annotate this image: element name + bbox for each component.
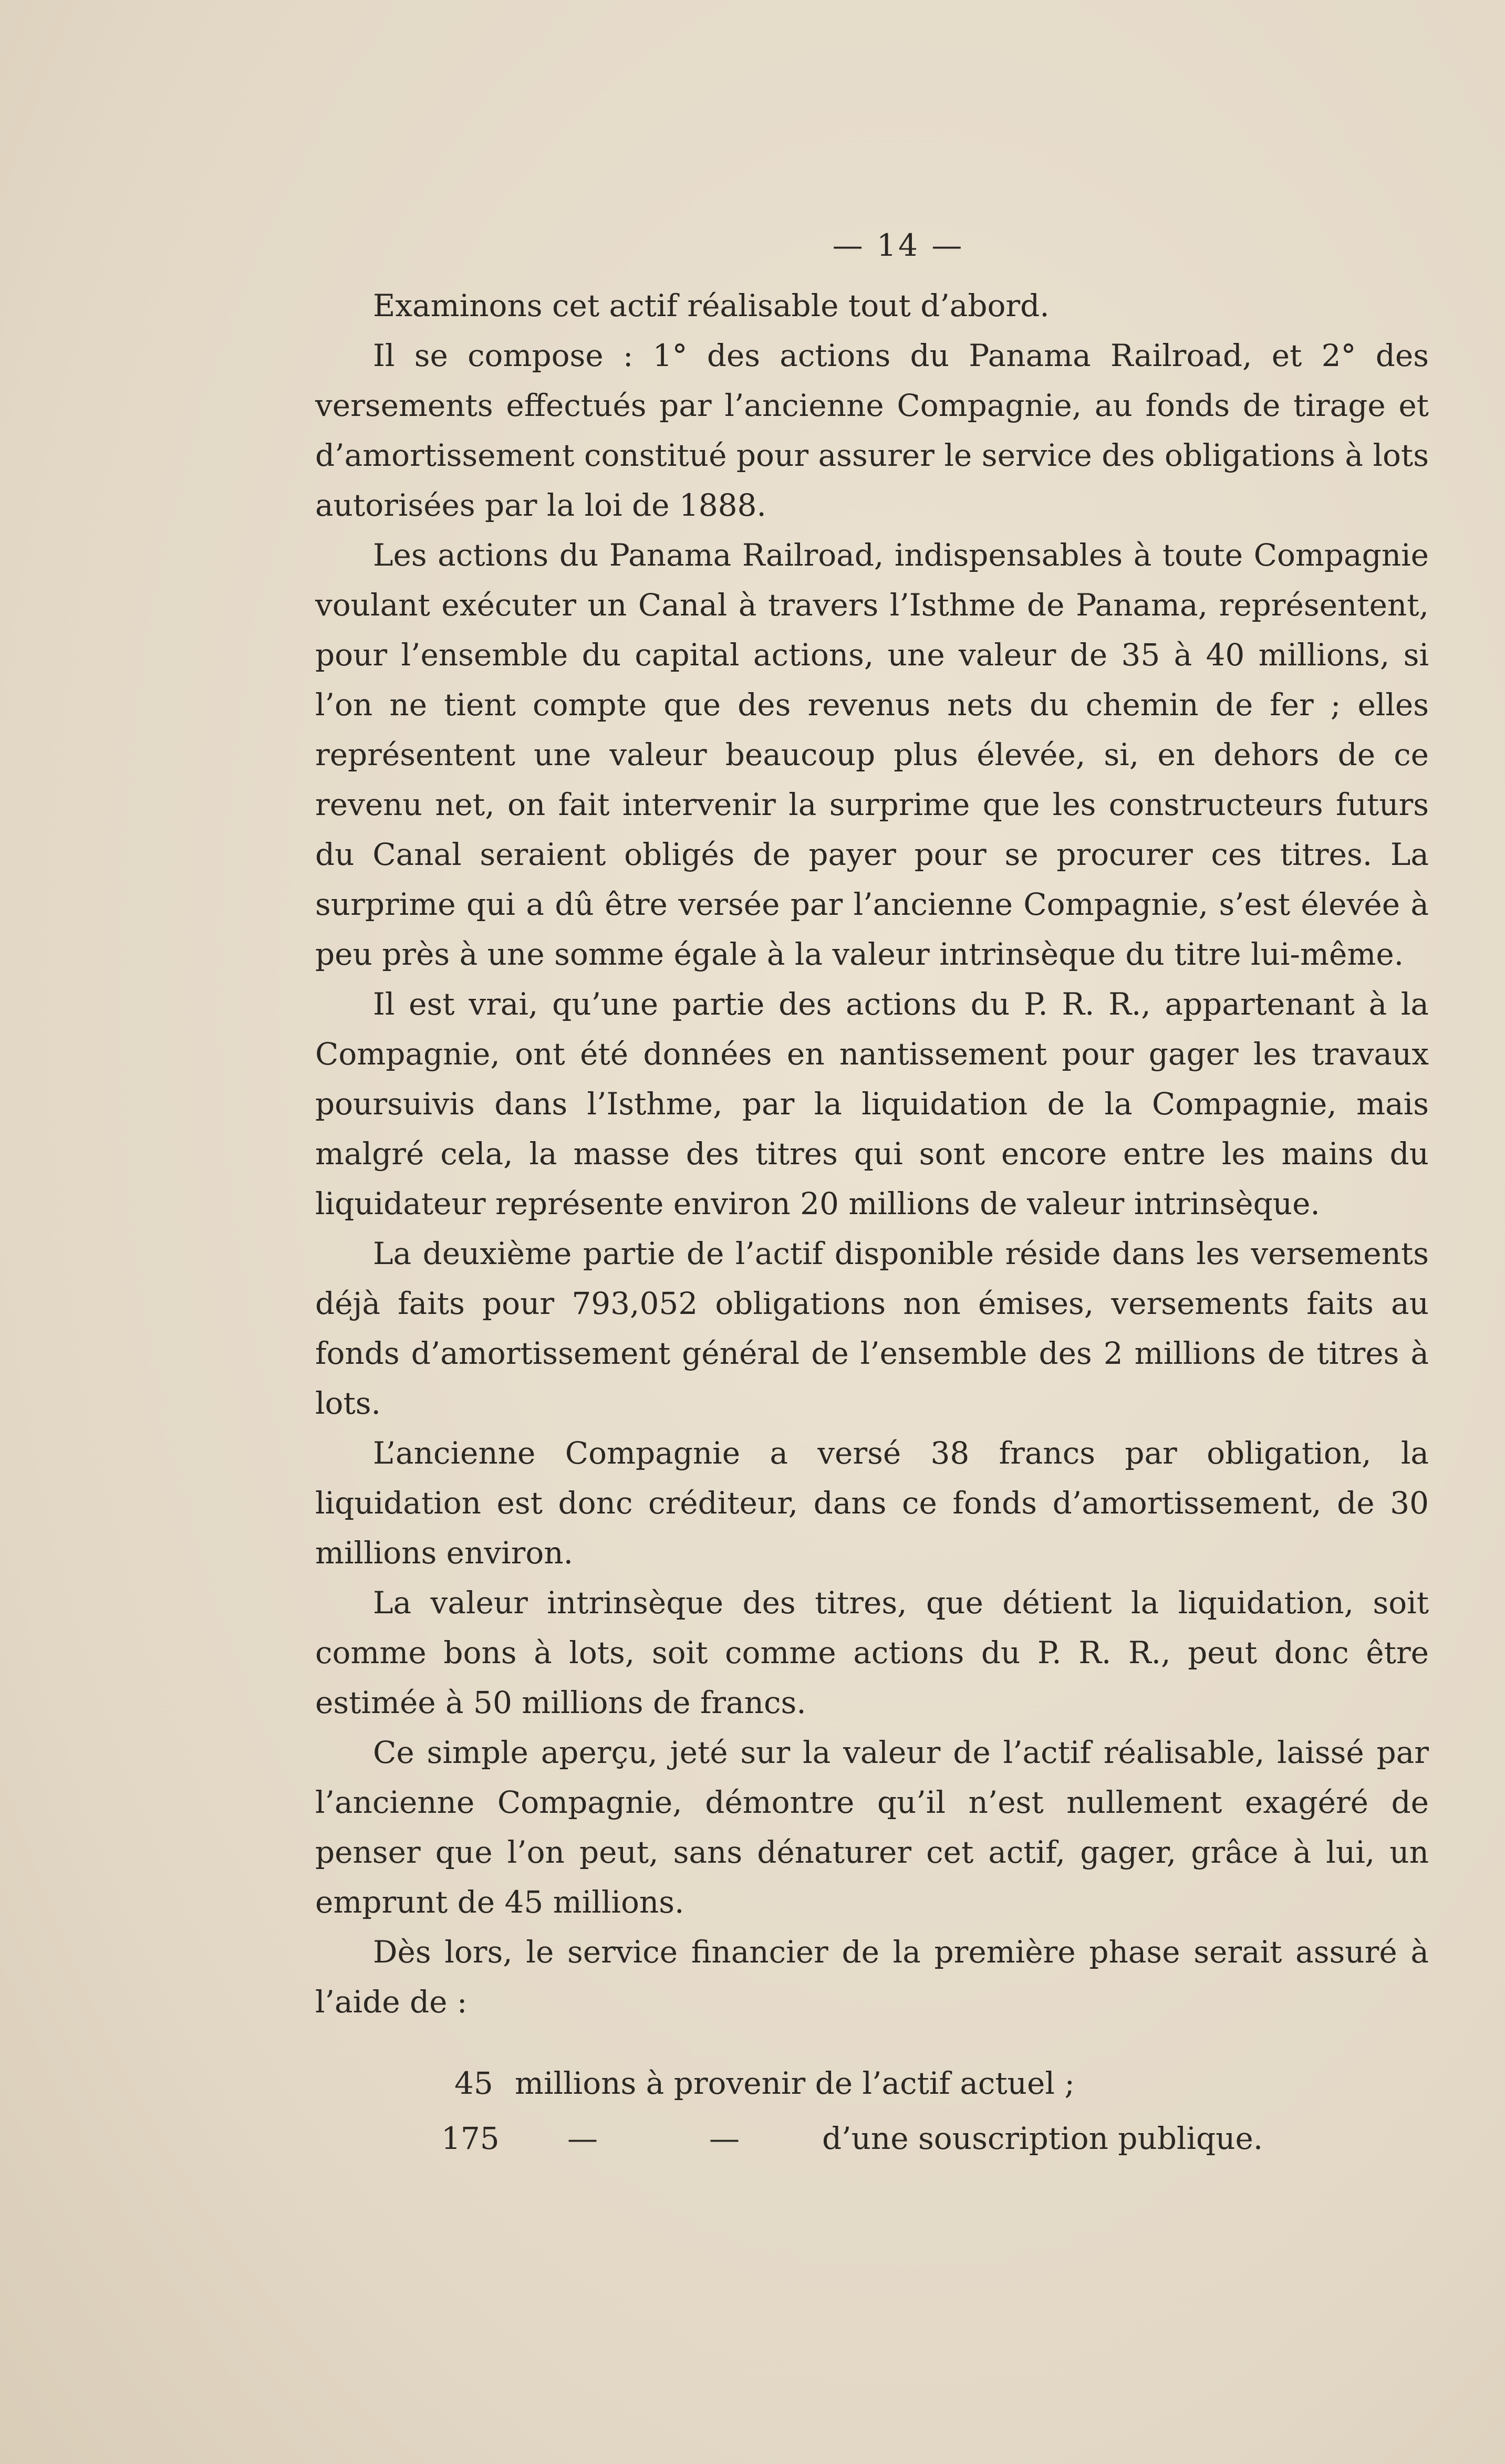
funding-amount: 45 <box>454 2065 493 2101</box>
paragraph-railroad-shares: Les actions du Panama Railroad, indispensables à toute Compagnie voulant exécuter un Canal à travers l’Isthme de Panama, représentent, pour l’ensemble du capital actions, une valeur de 35 à 40 millions, si l’on ne tient compte que des revenus nets du chemin de fer ; elles représentent une valeur beaucoup plus élevée, si, en dehors de ce revenu net, on fait intervenir la surprime que les constructeurs futurs du Canal seraient obligés de payer pour se procurer ces titres. La surprime qui a dû être versée par l’ancienne Compagnie, s’est élevée à peu près à une somme égale à la valeur intrinsèque du titre lui-même. <box>315 537 1429 972</box>
funding-description: millions à provenir de l’actif actuel ; <box>515 2065 1075 2101</box>
paragraph-intro: Examinons cet actif réalisable tout d’abord. <box>373 288 1050 323</box>
paragraph-intrinsic-value: La valeur intrinsèque des titres, que détient la liquidation, soit comme bons à lots, soit comme actions du P. R. R., peut donc être estimée à 50 millions de francs. <box>315 1585 1429 1720</box>
funding-description: d’une souscription publique. <box>822 2121 1263 2156</box>
paragraph-financial-service: Dès lors, le service financier de la première phase serait assuré à l’aide de : <box>315 1934 1429 2020</box>
paragraph-overview: Ce simple aperçu, jeté sur la valeur de l’actif réalisable, laissé par l’ancienne Compagnie, démontre qu’il n’est nullement exagéré de penser que l’on peut, sans dénaturer cet actif, gager, grâce à lui, un emprunt de 45 millions. <box>315 1735 1429 1920</box>
funding-line-souscription <box>315 2114 1429 2169</box>
document-page <box>315 221 1429 2169</box>
ditto-dash: — <box>709 2121 740 2156</box>
funding-amount: 175 <box>441 2121 500 2156</box>
paragraph-pledged-shares: Il est vrai, qu’une partie des actions du P. R. R., appartenant à la Compagnie, ont été données en nantissement pour gager les travaux poursuivis dans l’Isthme, par la liquidation de la Compagnie, mais malgré cela, la masse des titres qui sont encore entre les mains du liquidateur représente environ 20 millions de valeur intrinsèque. <box>315 986 1429 1221</box>
paragraph-second-part: La deuxième partie de l’actif disponible réside dans les versements déjà faits pour 793,052 obligations non émises, versements faits au fonds d’amortissement général de l’ensemble des 2 millions de titres à lots. <box>315 1236 1429 1421</box>
page-number: — 14 — <box>832 227 964 263</box>
paragraph-composition: Il se compose : 1° des actions du Panama Railroad, et 2° des versements effectués par l’ancienne Compagnie, au fonds de tirage et d’amortissement constitué pour assurer le service des obligations à lots autorisées par la loi de 1888. <box>315 338 1429 523</box>
funding-line-actif <box>315 2059 1429 2114</box>
funding-list <box>315 2059 1429 2169</box>
paragraph-payments: L’ancienne Compagnie a versé 38 francs par obligation, la liquidation est donc créditeur, dans ce fonds d’amortissement, de 30 millions environ. <box>315 1435 1429 1571</box>
ditto-dash: — <box>567 2121 598 2156</box>
